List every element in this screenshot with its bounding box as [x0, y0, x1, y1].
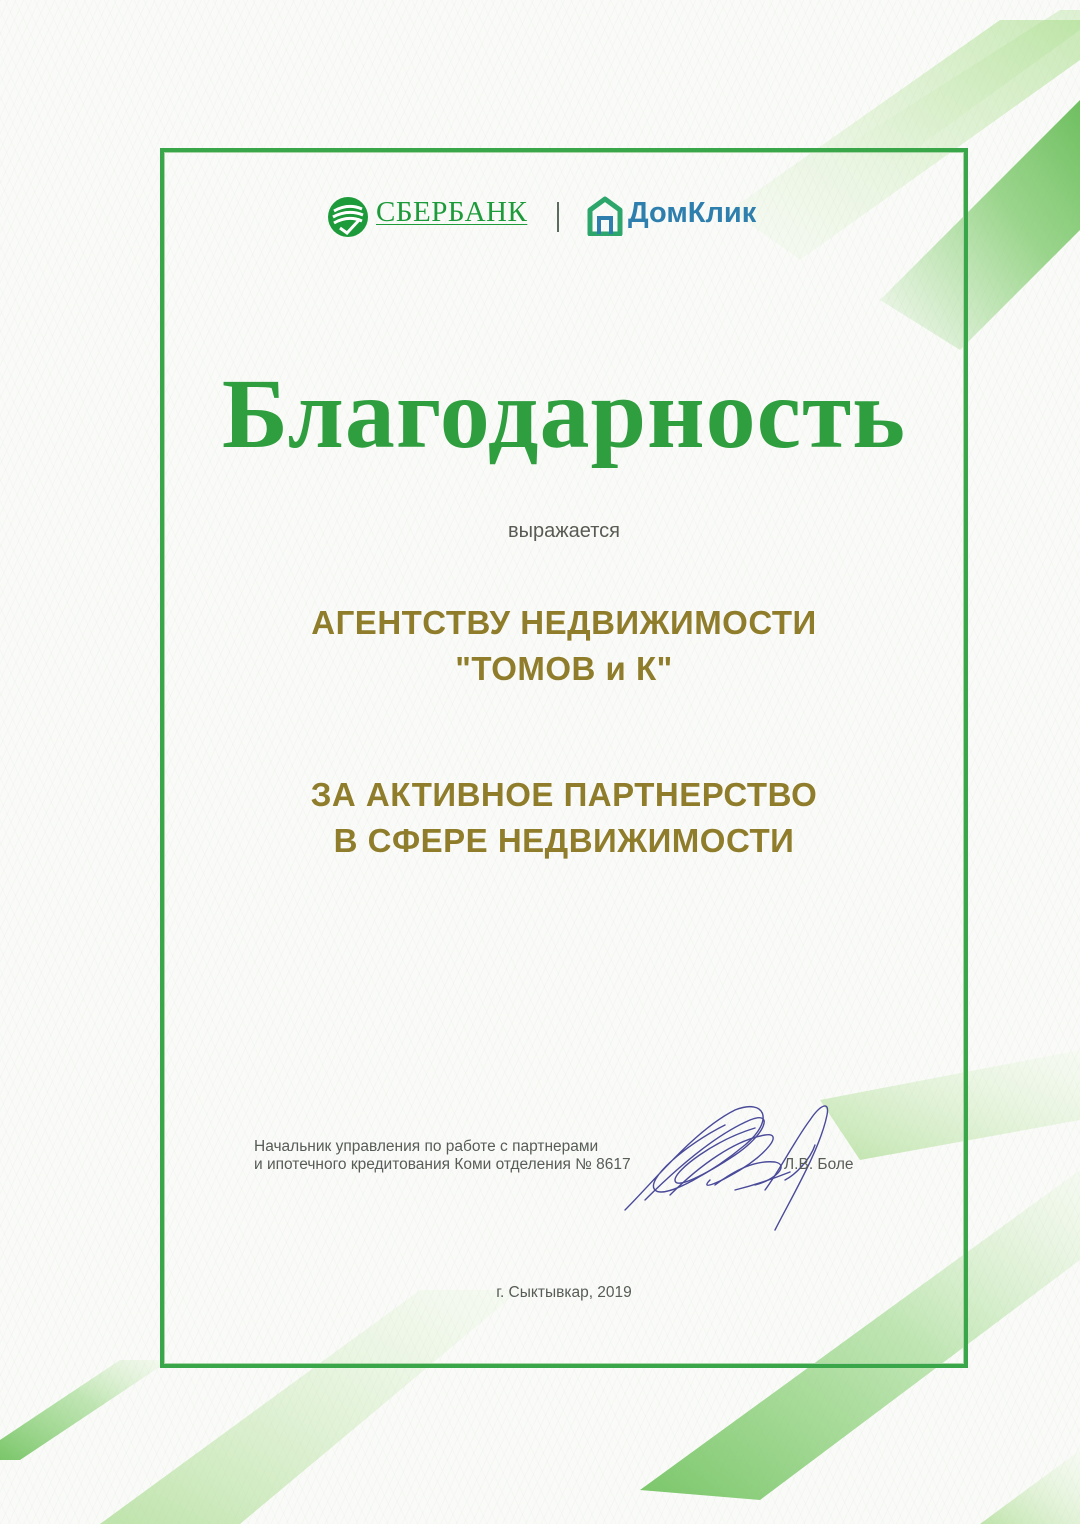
sberbank-logo-text: СБЕРБАНК	[376, 196, 528, 228]
signer-position	[254, 1138, 631, 1174]
sberbank-logo-icon	[326, 195, 370, 239]
domclick-logo-text: ДомКлик	[628, 197, 757, 229]
certificate-subtitle: выражается	[508, 520, 620, 542]
signer-position-line-1: Начальник управления по работе с партнерами	[254, 1138, 599, 1155]
certificate-title: Благодарность	[221, 358, 907, 469]
signer-name: Л.В. Боле	[784, 1156, 854, 1173]
logo-row	[326, 192, 806, 242]
stripe-bot-1	[0, 1360, 170, 1460]
reason-line-1: ЗА АКТИВНОЕ ПАРТНЕРСТВО	[310, 776, 818, 813]
place-date: г. Сыктывкар, 2019	[496, 1284, 632, 1301]
signer-position-line-2: и ипотечного кредитования Коми отделения № 8617	[254, 1156, 631, 1173]
recipient-line-2: "ТОМОВ и К"	[455, 650, 673, 687]
logo-separator	[557, 202, 559, 232]
stripe-bot-5	[980, 1450, 1080, 1524]
recipient-line-1: АГЕНТСТВУ НЕДВИЖИМОСТИ	[311, 604, 817, 641]
reason-line-2: В СФЕРЕ НЕДВИЖИМОСТИ	[333, 822, 795, 859]
recipient	[160, 600, 968, 692]
reason	[160, 772, 968, 864]
domclick-house-icon	[586, 196, 624, 236]
